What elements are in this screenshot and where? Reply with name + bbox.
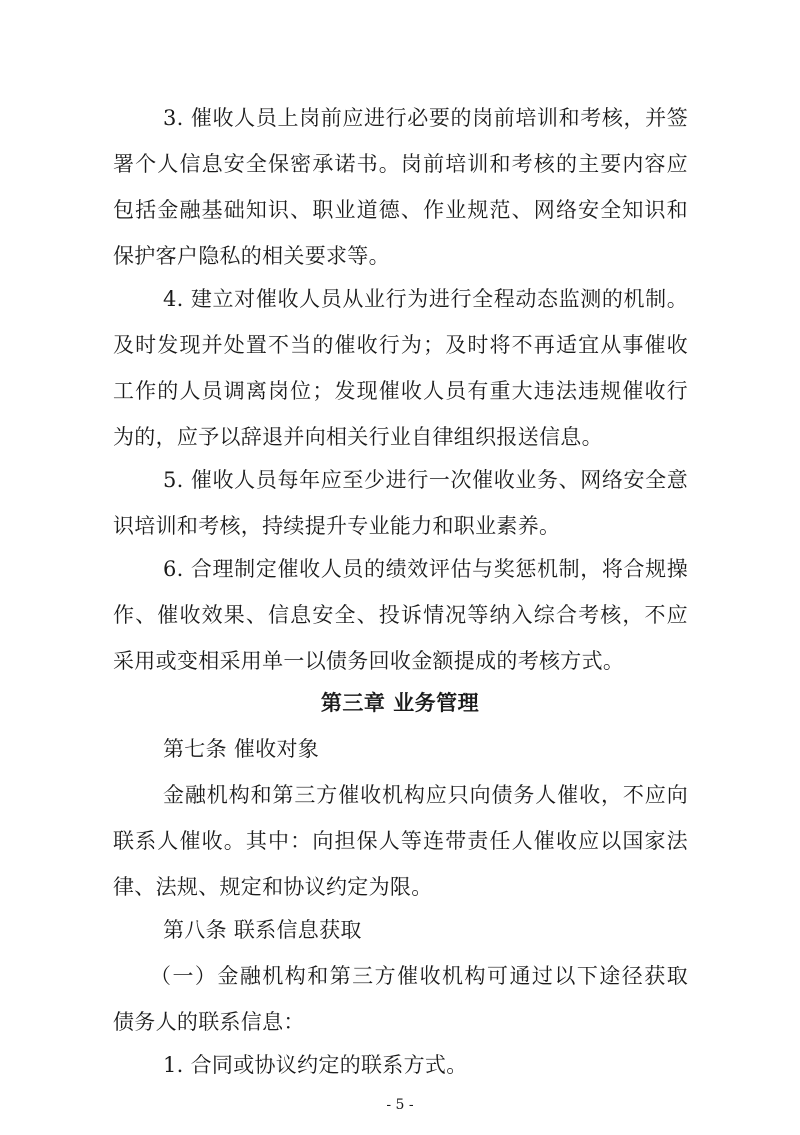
article-7-line-1: 金融机构和第三方催收机构应只向债务人催收，不应向 xyxy=(163,783,688,807)
article-8-line-2: 债务人的联系信息： xyxy=(113,1010,305,1034)
paragraph-3-line-4: 保护客户隐私的相关要求等。 xyxy=(113,244,390,268)
page-number: - 5 - xyxy=(386,1097,414,1113)
article-7-title: 第七条 催收对象 xyxy=(163,737,320,761)
paragraph-4-line-2: 及时发现并处置不当的催收行为；及时将不再适宜从事催收 xyxy=(113,333,688,357)
article-8-title: 第八条 联系信息获取 xyxy=(163,918,362,942)
chapter-title: 第三章 业务管理 xyxy=(320,691,480,715)
article-8-line-1: （一）金融机构和第三方催收机构可通过以下途径获取 xyxy=(150,964,688,988)
paragraph-6-line-3: 采用或变相采用单一以债务回收金额提成的考核方式。 xyxy=(113,649,625,673)
paragraph-3-line-1: 3. 催收人员上岗前应进行必要的岗前培训和考核，并签 xyxy=(163,106,688,130)
article-8-item-1: 1. 合同或协议约定的联系方式。 xyxy=(163,1053,468,1077)
paragraph-3-line-3: 包括金融基础知识、职业道德、作业规范、网络安全知识和 xyxy=(113,198,688,222)
article-7-line-3: 律、法规、规定和协议约定为限。 xyxy=(113,875,433,899)
paragraph-4-line-1: 4. 建立对催收人员从业行为进行全程动态监测的机制。 xyxy=(163,287,688,311)
paragraph-4-line-4: 为的，应予以辞退并向相关行业自律组织报送信息。 xyxy=(113,425,603,449)
paragraph-5-line-2: 识培训和考核，持续提升专业能力和职业素养。 xyxy=(113,514,561,538)
paragraph-6-line-1: 6. 合理制定催收人员的绩效评估与奖惩机制，将合规操 xyxy=(163,557,688,581)
paragraph-5-line-1: 5. 催收人员每年应至少进行一次催收业务、网络安全意 xyxy=(163,468,688,492)
paragraph-6-line-2: 作、催收效果、信息安全、投诉情况等纳入综合考核，不应 xyxy=(113,603,688,627)
article-7-line-2: 联系人催收。其中：向担保人等连带责任人催收应以国家法 xyxy=(113,829,688,853)
paragraph-3-line-2: 署个人信息安全保密承诺书。岗前培训和考核的主要内容应 xyxy=(113,152,688,176)
paragraph-4-line-3: 工作的人员调离岗位；发现催收人员有重大违法违规催收行 xyxy=(113,379,688,403)
